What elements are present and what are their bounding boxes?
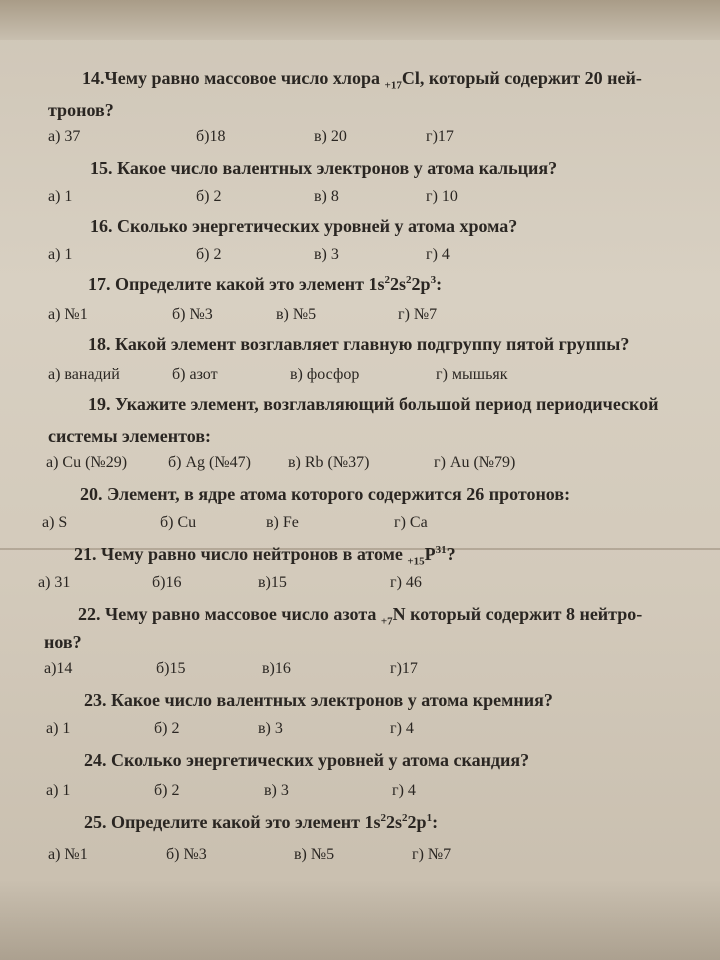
question-22-text: 22. Чему равно массовое число азота (78, 604, 381, 624)
answer-c: в) 20 (314, 128, 347, 145)
answer-b: б)16 (152, 574, 182, 591)
question-mark: ? (446, 544, 456, 564)
bottom-shadow (0, 880, 720, 960)
answer-d: г) №7 (398, 306, 438, 323)
answer-c: в) 3 (258, 720, 283, 737)
orbital: 2s (390, 274, 407, 294)
exponent: 2 (402, 812, 408, 824)
exponent: 2 (406, 274, 412, 286)
colon: : (432, 812, 439, 832)
top-shadow (0, 0, 720, 40)
question-17 (88, 274, 442, 295)
exponent: 2 (384, 274, 391, 286)
question-14-text: 14.Чему равно массовое число хлора (82, 68, 385, 88)
answer-a: а) ванадий (48, 366, 120, 383)
answer-d: г) 4 (392, 782, 416, 799)
question-20: 20. Элемент, в ядре атома которого содержится 26 протонов: (80, 484, 571, 504)
question-21 (74, 544, 456, 568)
question-16: 16. Сколько энергетических уровней у атома хрома? (90, 216, 518, 236)
answer-a: а) №1 (48, 306, 88, 323)
question-19: 19. Укажите элемент, возглавляющий большой период периодической (88, 394, 659, 414)
answer-b: б) 2 (196, 246, 222, 263)
answer-c: в) №5 (276, 306, 317, 323)
answer-b: б)18 (196, 128, 226, 145)
answer-a: а) 1 (48, 246, 73, 263)
answer-b: б) Cu (160, 514, 197, 531)
answer-d: г) 4 (426, 246, 450, 263)
question-25-text: 25. Определите какой это элемент 1s (84, 812, 381, 832)
question-21-text: 21. Чему равно число нейтронов в атоме (74, 544, 408, 564)
answer-b: б)15 (156, 660, 186, 677)
answer-c: в) №5 (294, 846, 335, 863)
answer-b: б) 2 (196, 188, 222, 205)
answer-c: в) 3 (314, 246, 339, 263)
colon: : (436, 274, 443, 294)
answer-a: а) 1 (46, 782, 71, 799)
question-22 (78, 604, 642, 628)
question-22-text-end: N который содержит 8 нейтро- (392, 604, 643, 624)
answer-c: в)16 (262, 660, 291, 677)
answer-b: б) №3 (166, 846, 207, 863)
answer-b: б) азот (172, 366, 218, 383)
answer-a: а) 1 (48, 188, 73, 205)
question-18: 18. Какой элемент возглавляет главную подгруппу пятой группы? (88, 334, 630, 354)
answer-a: а)14 (44, 660, 73, 677)
answer-a: а) 37 (48, 128, 81, 145)
charge-subscript: +7 (380, 615, 393, 628)
mass-superscript: 31 (435, 544, 447, 556)
answer-d: г) мышьяк (436, 366, 508, 383)
exponent: 3 (430, 274, 437, 286)
orbital: 2p (411, 274, 431, 294)
answer-a: а) Cu (№29) (46, 454, 128, 471)
answer-a: а) 31 (38, 574, 71, 591)
answer-b: б) №3 (172, 306, 213, 323)
orbital: 2s (386, 812, 403, 832)
answer-a: а) S (42, 514, 68, 531)
exponent: 2 (380, 812, 387, 824)
answer-c: в) Fe (266, 514, 299, 531)
answer-d: г) №7 (412, 846, 452, 863)
answer-b: б) 2 (154, 782, 180, 799)
answer-c: в)15 (258, 574, 287, 591)
answer-d: г) Ca (394, 514, 428, 531)
question-19-line2: системы элементов: (48, 426, 212, 446)
question-25 (84, 812, 438, 833)
question-14-text-end: Cl, который содержит 20 ней- (401, 68, 642, 88)
orbital: 2p (407, 812, 427, 832)
question-23: 23. Какое число валентных электронов у атома кремния? (84, 690, 553, 710)
answer-d: г)17 (390, 660, 418, 677)
charge-subscript: +17 (384, 79, 402, 92)
answer-d: г)17 (426, 128, 454, 145)
question-14-line2: тронов? (48, 100, 114, 120)
charge-subscript: +15 (407, 555, 425, 568)
answer-d: г) 4 (390, 720, 414, 737)
question-17-text: 17. Определите какой это элемент 1s (88, 274, 385, 294)
question-14 (82, 68, 642, 92)
exponent: 1 (426, 812, 433, 824)
answer-a: а) 1 (46, 720, 71, 737)
answer-c: в) 8 (314, 188, 339, 205)
answer-c: в) 3 (264, 782, 289, 799)
answer-c: в) фосфор (290, 366, 360, 383)
element-symbol: P (424, 544, 436, 564)
answer-b: б) Ag (№47) (168, 454, 251, 471)
answer-d: г) 10 (426, 188, 458, 205)
answer-a: а) №1 (48, 846, 88, 863)
question-15: 15. Какое число валентных электронов у атома кальция? (90, 158, 558, 178)
answer-d: г) 46 (390, 574, 422, 591)
question-22-line2: нов? (44, 632, 82, 652)
answer-c: в) Rb (№37) (288, 454, 370, 471)
answer-d: г) Au (№79) (434, 454, 516, 471)
answer-b: б) 2 (154, 720, 180, 737)
question-24: 24. Сколько энергетических уровней у атома скандия? (84, 750, 530, 770)
